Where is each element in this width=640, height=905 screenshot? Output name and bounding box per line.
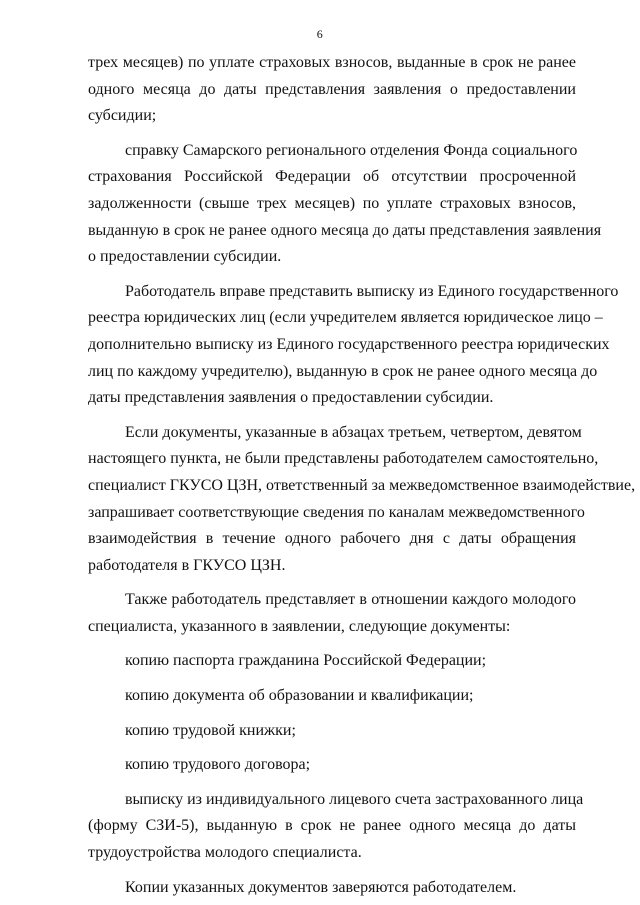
paragraph <box>88 50 576 130</box>
paragraph-line: даты представления заявления о предоставлении субсидии. <box>88 389 494 407</box>
page-number: 6 <box>316 27 324 41</box>
paragraph-line: специалиста, указанного в заявлении, следующие документы: <box>88 617 511 635</box>
paragraph-line: страхования Российской Федерации об отсутствии просроченной <box>88 168 576 186</box>
paragraph-gap <box>88 675 576 683</box>
paragraph-line: настоящего пункта, не были представлены работодателем самостоятельно, <box>88 450 599 468</box>
paragraph-line: копию документа об образовании и квалификации; <box>125 687 474 705</box>
paragraph-line: Если документы, указанные в абзацах третьем, четвертом, девятом <box>125 423 582 441</box>
paragraph <box>88 752 576 779</box>
paragraph <box>88 875 576 902</box>
paragraph-line: трудоустройства молодого специалиста. <box>88 844 362 862</box>
paragraph-gap <box>88 867 576 875</box>
paragraph-gap <box>88 744 576 752</box>
paragraph-gap <box>88 710 576 718</box>
paragraph <box>88 587 576 640</box>
paragraph-line: справку Самарского регионального отделения Фонда социального <box>125 141 578 159</box>
paragraph-line: Копии указанных документов заверяются работодателем. <box>125 878 517 896</box>
paragraph-gap <box>88 579 576 587</box>
paragraph-gap <box>88 271 576 279</box>
paragraph-line: (форму СЗИ-5), выданную в срок не ранее одного месяца до даты <box>88 817 576 835</box>
paragraph-line: Работодатель вправе представить выписку из Единого государственного <box>125 282 619 300</box>
paragraph-line: запрашивает соответствующие сведения по каналам межведомственного <box>88 503 585 521</box>
paragraph-line: специалист ГКУСО ЦЗН, ответственный за межведомственное взаимодействие, <box>88 476 636 494</box>
paragraph-line: выписку из индивидуального лицевого счета застрахованного лица <box>125 790 584 808</box>
paragraph-line: трех месяцев) по уплате страховых взносов, выданные в срок не ранее <box>88 54 576 71</box>
paragraph-line: копию трудового договора; <box>125 756 311 774</box>
paragraph-line: дополнительно выписку из Единого государственного реестра юридических <box>88 335 610 353</box>
paragraph-line: Также работодатель представляет в отношении каждого молодого <box>125 591 576 609</box>
paragraph-gap <box>88 640 576 648</box>
paragraph <box>88 648 576 675</box>
paragraph-line: работодателя в ГКУСО ЦЗН. <box>88 556 286 574</box>
paragraph-line: субсидии; <box>88 107 157 125</box>
paragraph <box>88 279 619 412</box>
paragraph-gap <box>88 412 576 420</box>
paragraph <box>88 138 602 271</box>
paragraph <box>88 718 576 745</box>
paragraph <box>88 787 584 867</box>
paragraph-line: взаимодействия в течение одного рабочего дня с даты обращения <box>88 530 576 548</box>
paragraph-line: выданную в срок не ранее одного месяца до даты представления заявления <box>88 221 602 239</box>
paragraph-line: о предоставлении субсидии. <box>88 248 282 266</box>
paragraph <box>88 683 576 710</box>
document-body <box>88 50 636 901</box>
paragraph-gap <box>88 779 576 787</box>
paragraph-line: копию паспорта гражданина Российской Федерации; <box>125 652 487 670</box>
paragraph-line: реестра юридических лиц (если учредителем является юридическое лицо – <box>88 309 603 327</box>
paragraph-line: лиц по каждому учредителю), выданную в срок не ранее одного месяца до <box>88 362 598 380</box>
paragraph-line: копию трудовой книжки; <box>125 721 296 739</box>
paragraph-gap <box>88 130 576 138</box>
paragraph <box>88 420 636 580</box>
paragraph-line: задолженности (свыше трех месяцев) по уплате страховых взносов, <box>88 194 576 212</box>
paragraph-line: одного месяца до даты представления заявления о предоставлении <box>88 80 576 98</box>
